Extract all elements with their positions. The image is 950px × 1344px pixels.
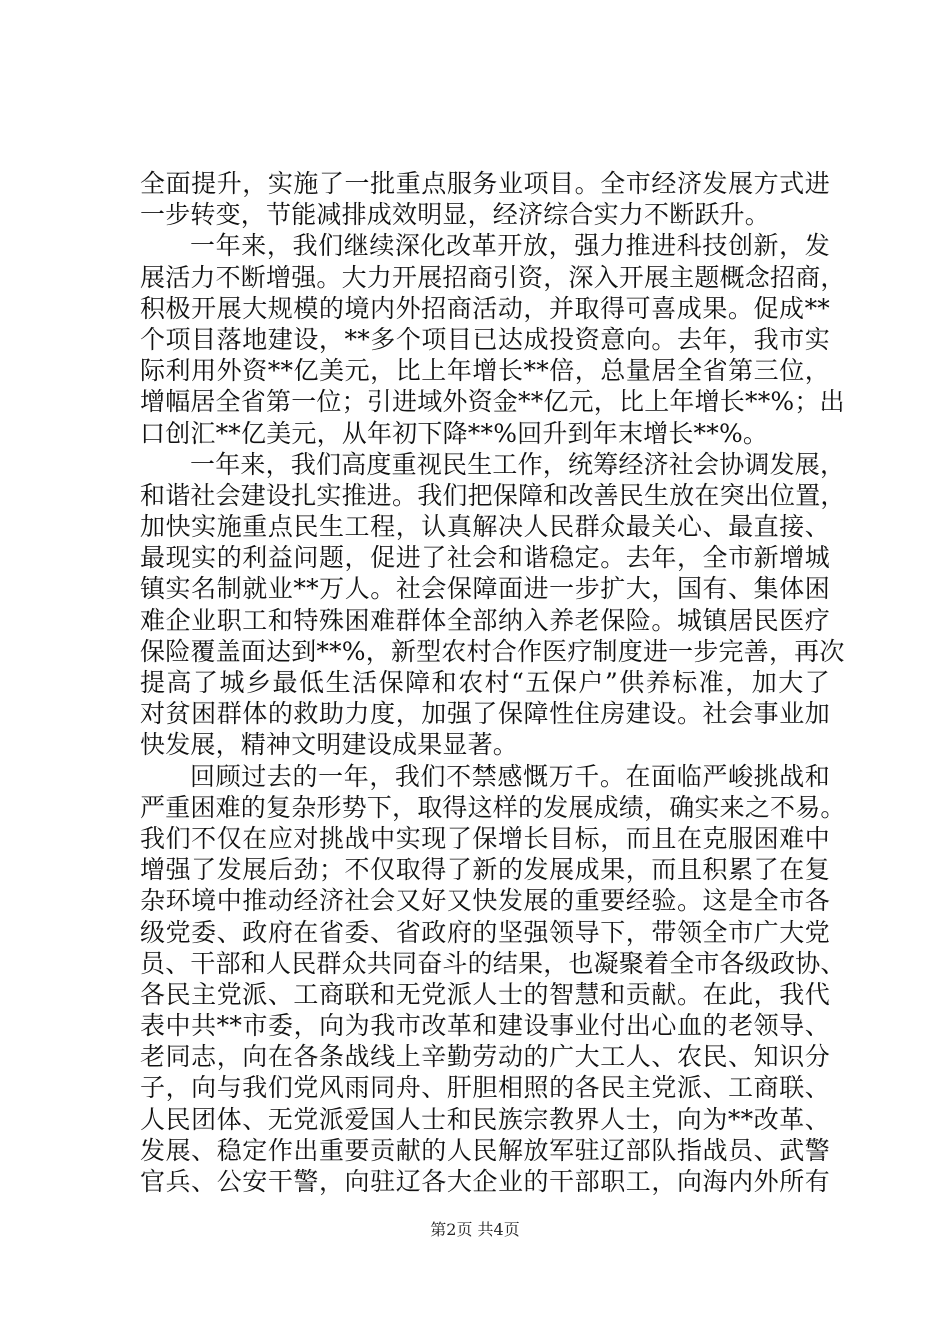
text-line: 杂环境中推动经济社会又好又快发展的重要经验。这是全市各 (140, 886, 830, 916)
text-line: 发展、稳定作出重要贡献的人民解放军驻辽部队指战员、武警 (140, 1135, 830, 1165)
text-line: 保险覆盖面达到**%，新型农村合作医疗制度进一步完善，再次 (140, 636, 845, 666)
text-line: 表中共**市委，向为我市改革和建设事业付出心血的老领导、 (140, 1011, 830, 1041)
text-line: 一步转变，节能减排成效明显，经济综合实力不断跃升。 (140, 200, 771, 230)
text-line: 我们不仅在应对挑战中实现了保增长目标，而且在克服困难中 (140, 823, 830, 853)
text-line: 镇实名制就业**万人。社会保障面进一步扩大，国有、集体困 (140, 574, 830, 604)
text-line: 人民团体、无党派爱国人士和民族宗教界人士，向为**改革、 (140, 1104, 830, 1134)
text-line: 子，向与我们党风雨同舟、肝胆相照的各民主党派、工商联、 (140, 1073, 830, 1103)
text-line: 各民主党派、工商联和无党派人士的智慧和贡献。在此，我代 (140, 979, 830, 1009)
text-line: 级党委、政府在省委、省政府的坚强领导下，带领全市广大党 (140, 917, 830, 947)
text-line: 增强了发展后劲；不仅取得了新的发展成果，而且积累了在复 (140, 855, 830, 885)
text-line: 和谐社会建设扎实推进。我们把保障和改善民生放在突出位置， (140, 480, 846, 510)
text-line: 提高了城乡最低生活保障和农村“五保户”供养标准，加大了 (140, 668, 830, 697)
text-line: 员、干部和人民群众共同奋斗的结果，也凝聚着全市各级政协、 (140, 948, 846, 978)
text-line: 积极开展大规模的境内外招商活动，并取得可喜成果。促成** (140, 293, 830, 323)
text-line: 个项目落地建设，**多个项目已达成投资意向。去年，我市实 (140, 324, 830, 354)
text-line: 老同志，向在各条战线上辛勤劳动的广大工人、农民、知识分 (140, 1042, 830, 1072)
text-line: 展活力不断增强。大力开展招商引资，深入开展主题概念招商， (140, 262, 846, 292)
text-line: 一年来，我们高度重视民生工作，统筹经济社会协调发展， (190, 449, 846, 479)
paragraph (140, 230, 846, 448)
page-footer: 第2页 共4页 (430, 1220, 520, 1239)
text-line: 严重困难的复杂形势下，取得这样的发展成绩，确实来之不易。 (140, 792, 846, 822)
text-line: 际利用外资**亿美元，比上年增长**倍，总量居全省第三位， (140, 356, 830, 386)
text-line: 一年来，我们继续深化改革开放，强力推进科技创新，发 (190, 231, 830, 261)
body-text (140, 168, 846, 1197)
text-line: 口创汇**亿美元，从年初下降**%回升到年末增长**%。 (140, 418, 769, 448)
text-line: 对贫困群体的救助力度，加强了保障性住房建设。社会事业加 (140, 699, 830, 729)
text-line: 官兵、公安干警，向驻辽各大企业的干部职工，向海内外所有 (140, 1167, 830, 1196)
text-line: 加快实施重点民生工程，认真解决人民群众最关心、最直接、 (140, 512, 830, 542)
text-line: 难企业职工和特殊困难群体全部纳入养老保险。城镇居民医疗 (140, 605, 830, 635)
paragraph (140, 168, 830, 230)
text-line: 最现实的利益问题，促进了社会和谐稳定。去年，全市新增城 (140, 543, 830, 573)
text-line: 快发展，精神文明建设成果显著。 (140, 730, 519, 760)
text-line: 全面提升，实施了一批重点服务业项目。全市经济发展方式进 (140, 169, 830, 198)
text-line: 回顾过去的一年，我们不禁感慨万千。在面临严峻挑战和 (190, 761, 830, 791)
text-line: 增幅居全省第一位；引进域外资金**亿元，比上年增长**%；出 (140, 387, 845, 417)
paragraph (140, 449, 846, 761)
paragraph (140, 761, 846, 1198)
